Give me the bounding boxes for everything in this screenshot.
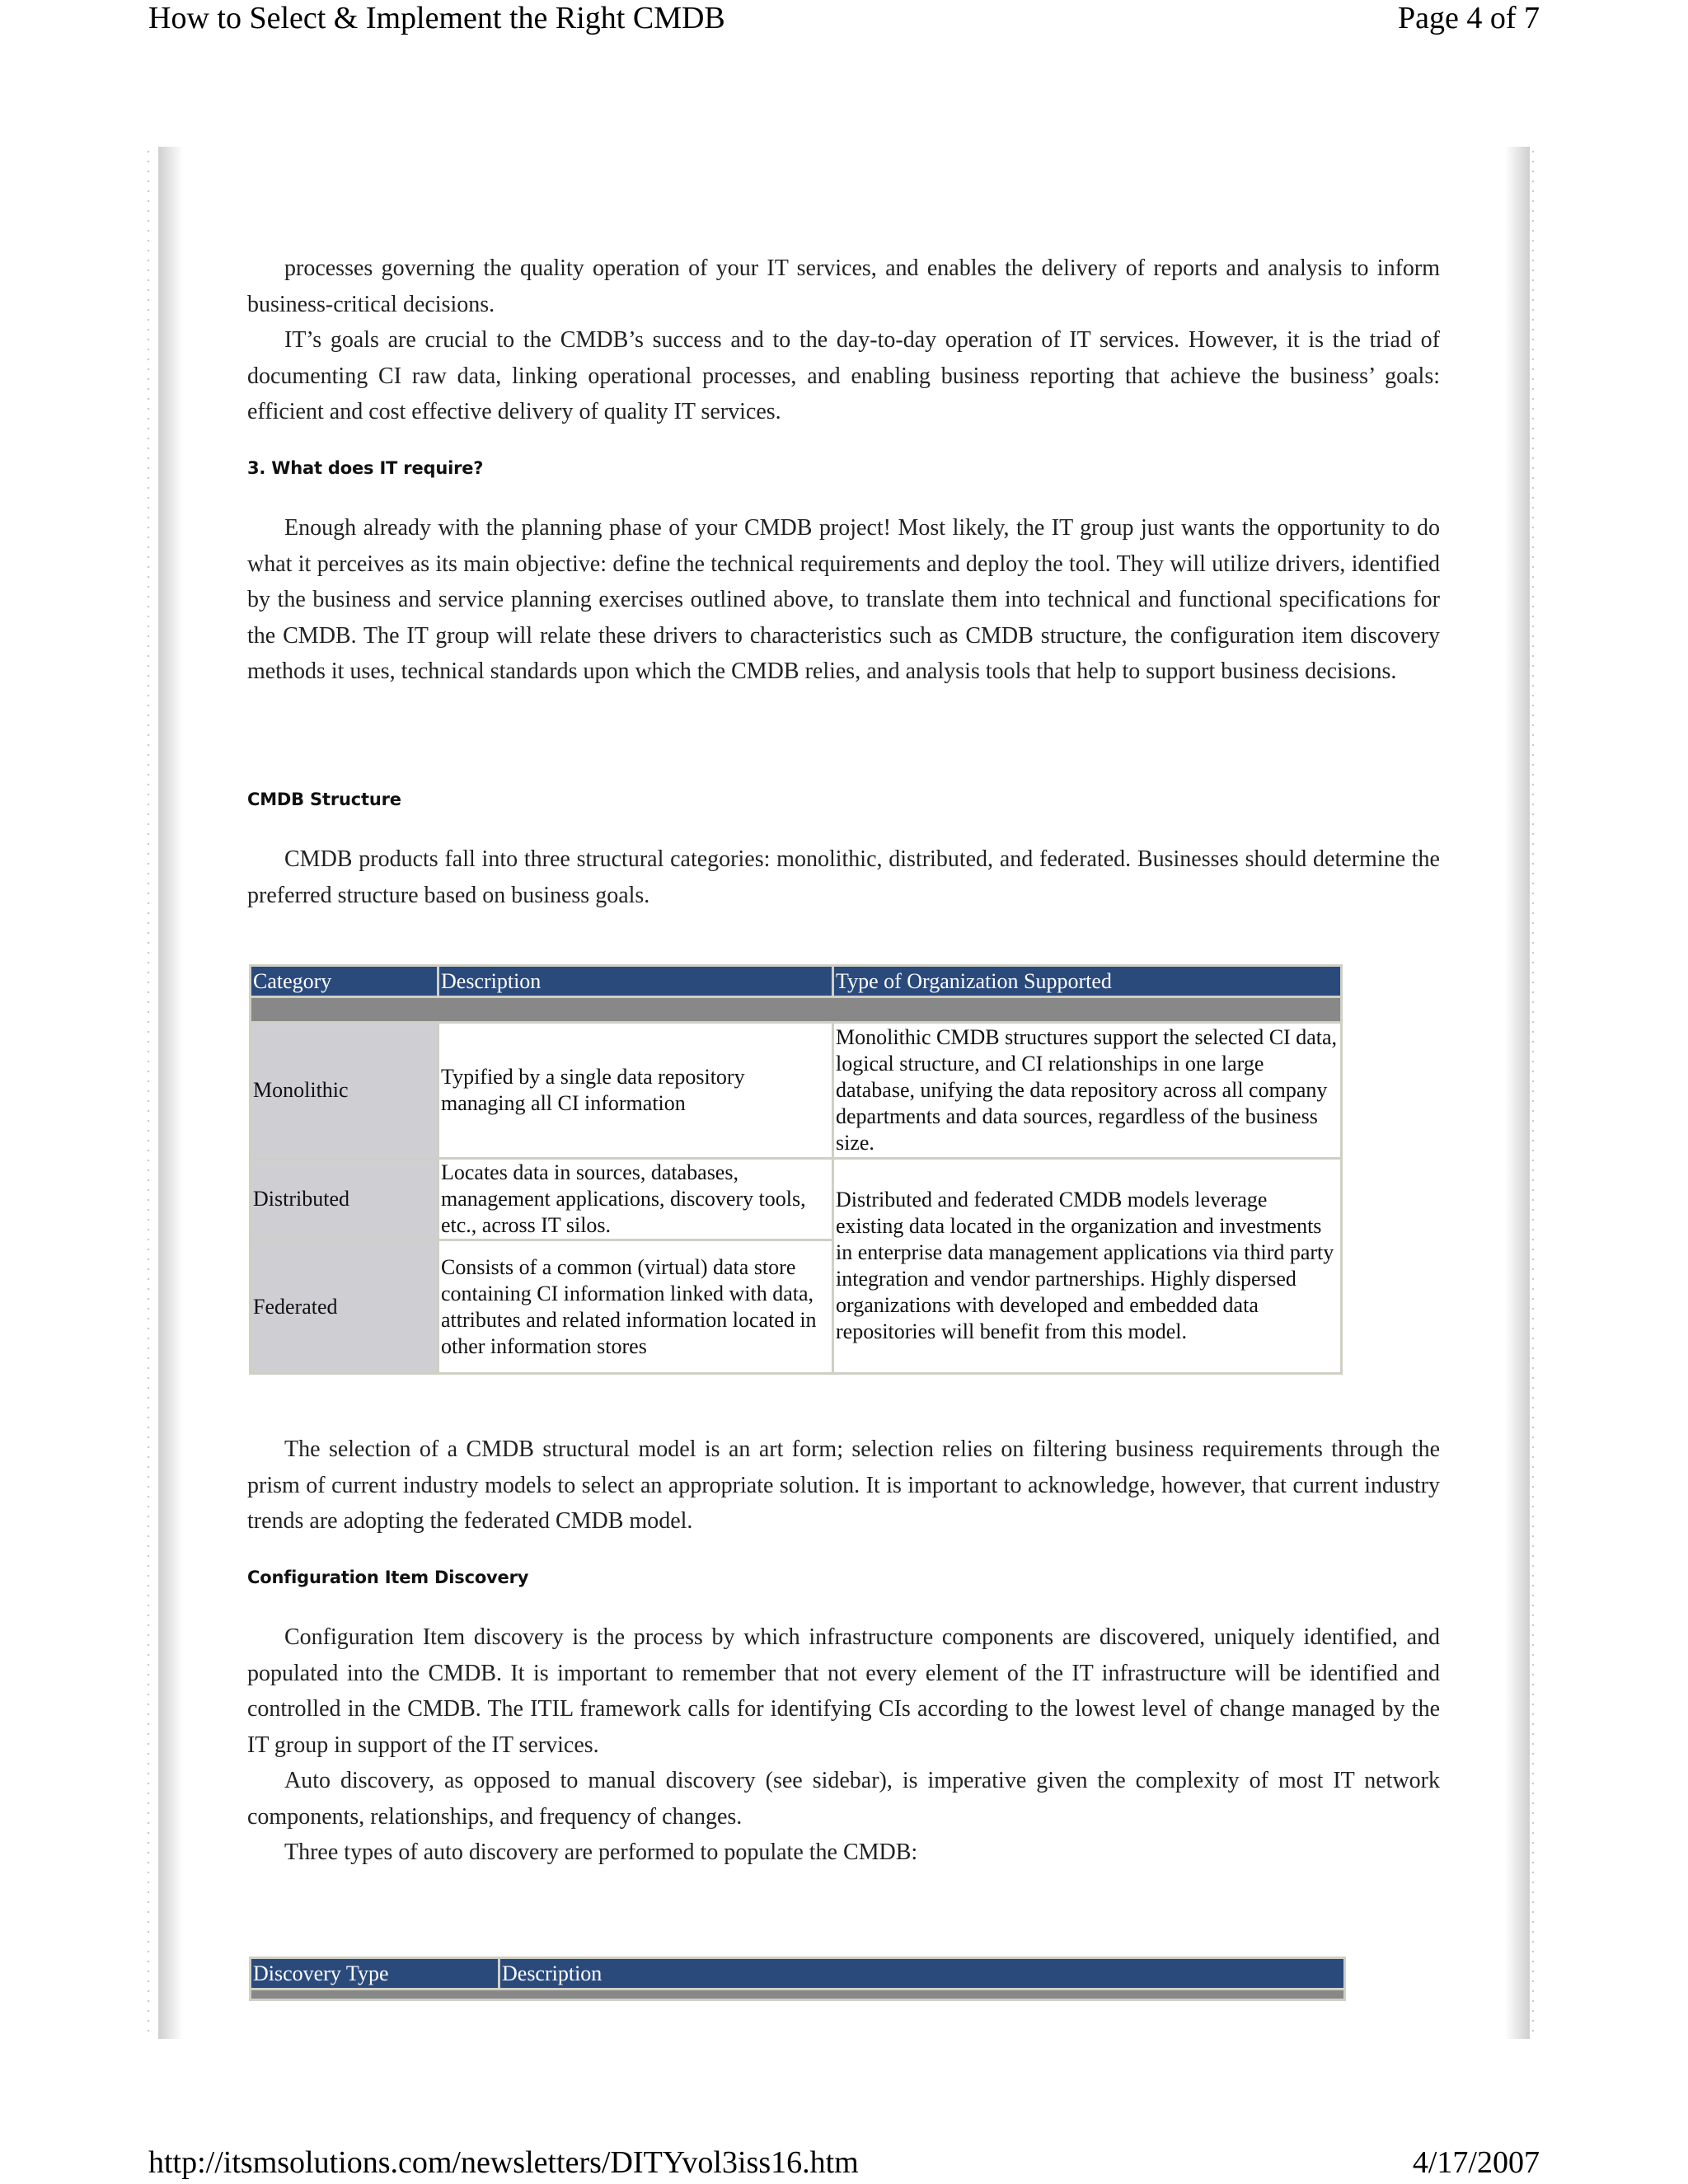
right-shadow [1505,147,1530,2039]
ci-discovery-section [247,1619,1440,1871]
print-header [148,0,1540,36]
discovery-table [249,1957,1346,2001]
cmdb-structure-table [249,964,1343,1375]
header-type: Type of Organization Supported [833,966,1342,997]
paragraph-3: Enough already with the planning phase of your CMDB project! Most likely, the IT group just wants the opportunity to do what it perceives as its main objective: define the technical requirements and deploy the tool. They will utilize drivers, identified by the business and service planning exercises outlined above, to translate them into technical and functional specifications for the CMDB. The IT group will relate these drivers to characteristics such as CMDB structure, the configuration item discovery methods it uses, technical standards upon which the CMDB relies, and analysis tools that help to support business decisions. [247,515,1440,684]
category-cell: Federated [251,1240,438,1374]
it-requirements-section [247,510,1440,690]
table-spacer-row [251,1990,1345,2000]
description-cell: Locates data in sources, databases, management applications, discovery tools, etc., across IT silos. [438,1159,833,1240]
paragraph-8: Three types of auto discovery are performed to populate the CMDB: [284,1840,918,1865]
description-cell: Typified by a single data repository managing all CI information [438,1023,833,1159]
description-cell: Consists of a common (virtual) data store containing CI information linked with data, attributes and related information located in other information stores [438,1240,833,1374]
header-category: Category [251,966,438,997]
header-description: Description [499,1958,1345,1990]
paragraph-5: The selection of a CMDB structural model is an art form; selection relies on filtering business requirements through the prism of current industry models to select an appropriate solution. It is important to acknowledge, however, that current industry trends are adopting the federated CMDB model. [247,1436,1440,1534]
page-number: Page 4 of 7 [1397,1,1540,35]
paragraph-1: processes governing the quality operation of your IT services, and enables the delivery of reports and analysis to inform business-critical decisions. [247,255,1440,317]
left-shadow [158,147,183,2039]
table-header-row [251,966,1342,997]
print-footer [148,2144,1540,2181]
print-date: 4/17/2007 [1412,2145,1540,2180]
table-row [251,1023,1342,1159]
table-header-row [251,1958,1345,1990]
table-row [251,1159,1342,1240]
source-url: http://itsmsolutions.com/newsletters/DITYvol3iss16.htm [148,2145,859,2180]
paragraph-2: IT’s goals are crucial to the CMDB’s success and to the day-to-day operation of IT services. However, it is the triad of documenting CI raw data, linking operational processes, and enabling business reporting that achieve the business’ goals: efficient and cost effective delivery of quality IT services. [247,327,1440,424]
intro-section [247,251,1440,430]
paragraph-4: CMDB products fall into three structural categories: monolithic, distributed, and federated. Businesses should determine the preferred structure based on business goals. [247,846,1440,908]
type-cell: Monolithic CMDB structures support the selected CI data, logical structure, and CI relationships in one large database, unifying the data repository across all company departments and data sources, regardless of the business size. [833,1023,1342,1159]
heading-cmdb-structure: CMDB Structure [247,790,401,809]
type-cell-shared: Distributed and federated CMDB models leverage existing data located in the organization and investments in enterprise data management applications via third party integration and vendor partnerships. Highly dispersed organizations with developed and embedded data repositories will benefit from this model. [833,1159,1342,1374]
category-cell: Distributed [251,1159,438,1240]
category-cell: Monolithic [251,1023,438,1159]
left-dotted-border [145,147,152,2039]
heading-ci-discovery: Configuration Item Discovery [247,1568,529,1587]
header-description: Description [438,966,833,997]
structure-intro [247,841,1440,913]
paragraph-7: Auto discovery, as opposed to manual discovery (see sidebar), is imperative given the complexity of most IT network components, relationships, and frequency of changes. [247,1768,1440,1830]
paragraph-6: Configuration Item discovery is the process by which infrastructure components are discovered, uniquely identified, and populated into the CMDB. It is important to remember that not every element of the IT infrastructure will be identified and controlled in the CMDB. The ITIL framework calls for identifying CIs according to the lowest level of change managed by the IT group in support of the IT services. [247,1624,1440,1758]
document-title: How to Select & Implement the Right CMDB [148,1,725,35]
table-spacer-row [251,997,1342,1023]
heading-what-does-it-require: 3. What does IT require? [247,458,484,478]
right-dotted-border [1530,147,1536,2039]
structure-conclusion [247,1432,1440,1540]
header-discovery-type: Discovery Type [251,1958,499,1990]
